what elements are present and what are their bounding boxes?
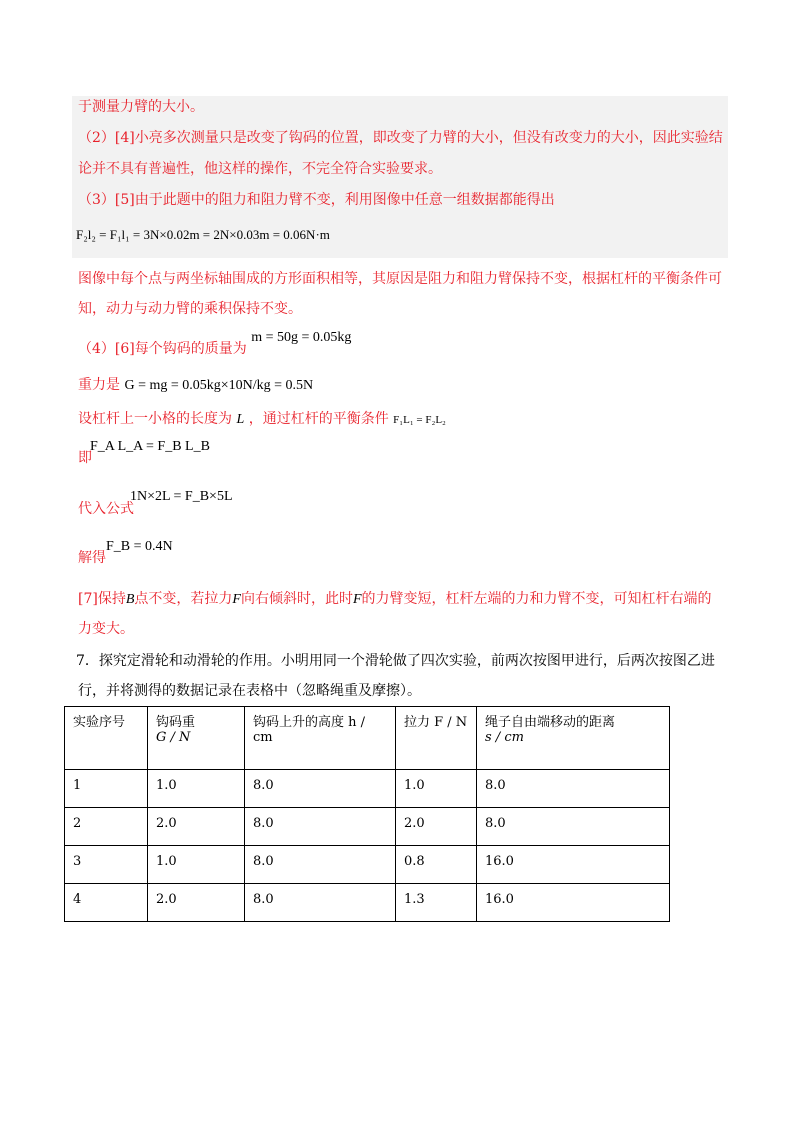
variable-F-2: F <box>352 592 362 607</box>
header-cell: 钩码上升的高度 h / cm <box>245 707 396 770</box>
table-row <box>65 770 670 808</box>
formula-result: F_B = 0.4N <box>106 539 173 554</box>
formula-substitution: 1N×2L = F_B×5L <box>130 489 233 504</box>
line-9-text-b: ，通过杠杆的平衡条件 <box>248 411 389 427</box>
header-cell: 钩码重 G / N <box>148 707 245 770</box>
table-row <box>65 884 670 922</box>
table-cell: 8.0 <box>245 884 396 922</box>
table-cell: 8.0 <box>245 770 396 808</box>
question-line-2: 行，并将测得的数据记录在表格中（忽略绳重及摩擦）。 <box>78 683 421 699</box>
line-8-text: 重力是 <box>78 377 120 393</box>
line-12-text: 解得 <box>78 550 106 566</box>
table-cell: 3 <box>65 846 148 884</box>
formula-torque-equality: F₂l₂ = F₁l₁ = 3N×0.02m = 2N×0.03m = 0.06N·m <box>76 227 330 242</box>
line-13-part-g: 的力臂变短，杠杆左端的力和力臂不变，可知杠杆右端的 <box>361 591 712 607</box>
formula-balance-condition: F₁L₁ = F₂L₂ <box>393 414 446 426</box>
table-cell: 1.3 <box>396 884 477 922</box>
table-cell: 2.0 <box>148 884 245 922</box>
line-13-part-e: 向右倾斜时，此时 <box>240 591 353 607</box>
solution-line-5: 图像中每个点与两坐标轴围成的方形面积相等，其原因是阻力和阻力臂保持不变，根据杠杆的平衡条件可 <box>78 271 722 287</box>
question-line-1: 7．探究定滑轮和动滑轮的作用。小明用同一个滑轮做了四次实验，前两次按图甲进行，后两次按图乙进 <box>76 653 715 669</box>
table-cell: 1.0 <box>396 770 477 808</box>
table-cell: 1 <box>65 770 148 808</box>
solution-line-4: （3）[5]由于此题中的阻力和阻力臂不变，利用图像中任意一组数据都能得出 <box>78 192 555 208</box>
variable-F: F <box>232 592 241 607</box>
header-cell: 实验序号 <box>65 707 148 770</box>
table-cell: 1.0 <box>148 846 245 884</box>
table-cell: 16.0 <box>477 846 670 884</box>
table-cell: 2.0 <box>148 808 245 846</box>
solution-line-8 <box>78 374 313 397</box>
table-row <box>65 846 670 884</box>
line-13-part-c: 点不变，若拉力 <box>134 591 233 607</box>
line-9-text-a: 设杠杆上一小格的长度为 <box>78 411 232 427</box>
header-cell: 绳子自由端移动的距离 s / cm <box>477 707 670 770</box>
line-10-text: 即 <box>78 450 92 466</box>
table-row <box>65 808 670 846</box>
formula-mass: m = 50g = 0.05kg <box>251 330 352 345</box>
line-13-part-a: [7]保持 <box>78 591 126 607</box>
table-cell: 0.8 <box>396 846 477 884</box>
solution-line-6: 知，动力与动力臂的乘积保持不变。 <box>78 301 302 317</box>
solution-line-13 <box>78 588 712 611</box>
table-cell: 8.0 <box>245 808 396 846</box>
line-7-text: （4）[6]每个钩码的质量为 <box>78 341 247 357</box>
solution-line-14: 力变大。 <box>78 621 134 637</box>
table-cell: 16.0 <box>477 884 670 922</box>
variable-B: B <box>125 592 135 607</box>
solution-line-3: 论并不具有普遍性，他这样的操作，不完全符合实验要求。 <box>78 161 442 177</box>
solution-line-2: （2）[4]小亮多次测量只是改变了钩码的位置，即改变了力臂的大小，但没有改变力的大小，因此实验结 <box>78 130 723 146</box>
header-cell: 拉力 F / N <box>396 707 477 770</box>
solution-line-7 <box>78 330 352 361</box>
table-cell: 8.0 <box>477 770 670 808</box>
formula-weight: G = mg = 0.05kg×10N/kg = 0.5N <box>124 378 314 393</box>
solution-line-1: 于测量力臂的大小。 <box>78 99 204 115</box>
formula-balance-AB: F_A L_A = F_B L_B <box>90 439 210 454</box>
line-11-text: 代入公式 <box>78 501 134 517</box>
data-table <box>64 706 670 922</box>
table-cell: 4 <box>65 884 148 922</box>
variable-L: L <box>236 412 245 427</box>
table-header-row <box>65 707 670 770</box>
table-cell: 2 <box>65 808 148 846</box>
table-cell: 1.0 <box>148 770 245 808</box>
solution-line-9 <box>78 408 446 431</box>
table-cell: 2.0 <box>396 808 477 846</box>
table-cell: 8.0 <box>245 846 396 884</box>
table-cell: 8.0 <box>477 808 670 846</box>
